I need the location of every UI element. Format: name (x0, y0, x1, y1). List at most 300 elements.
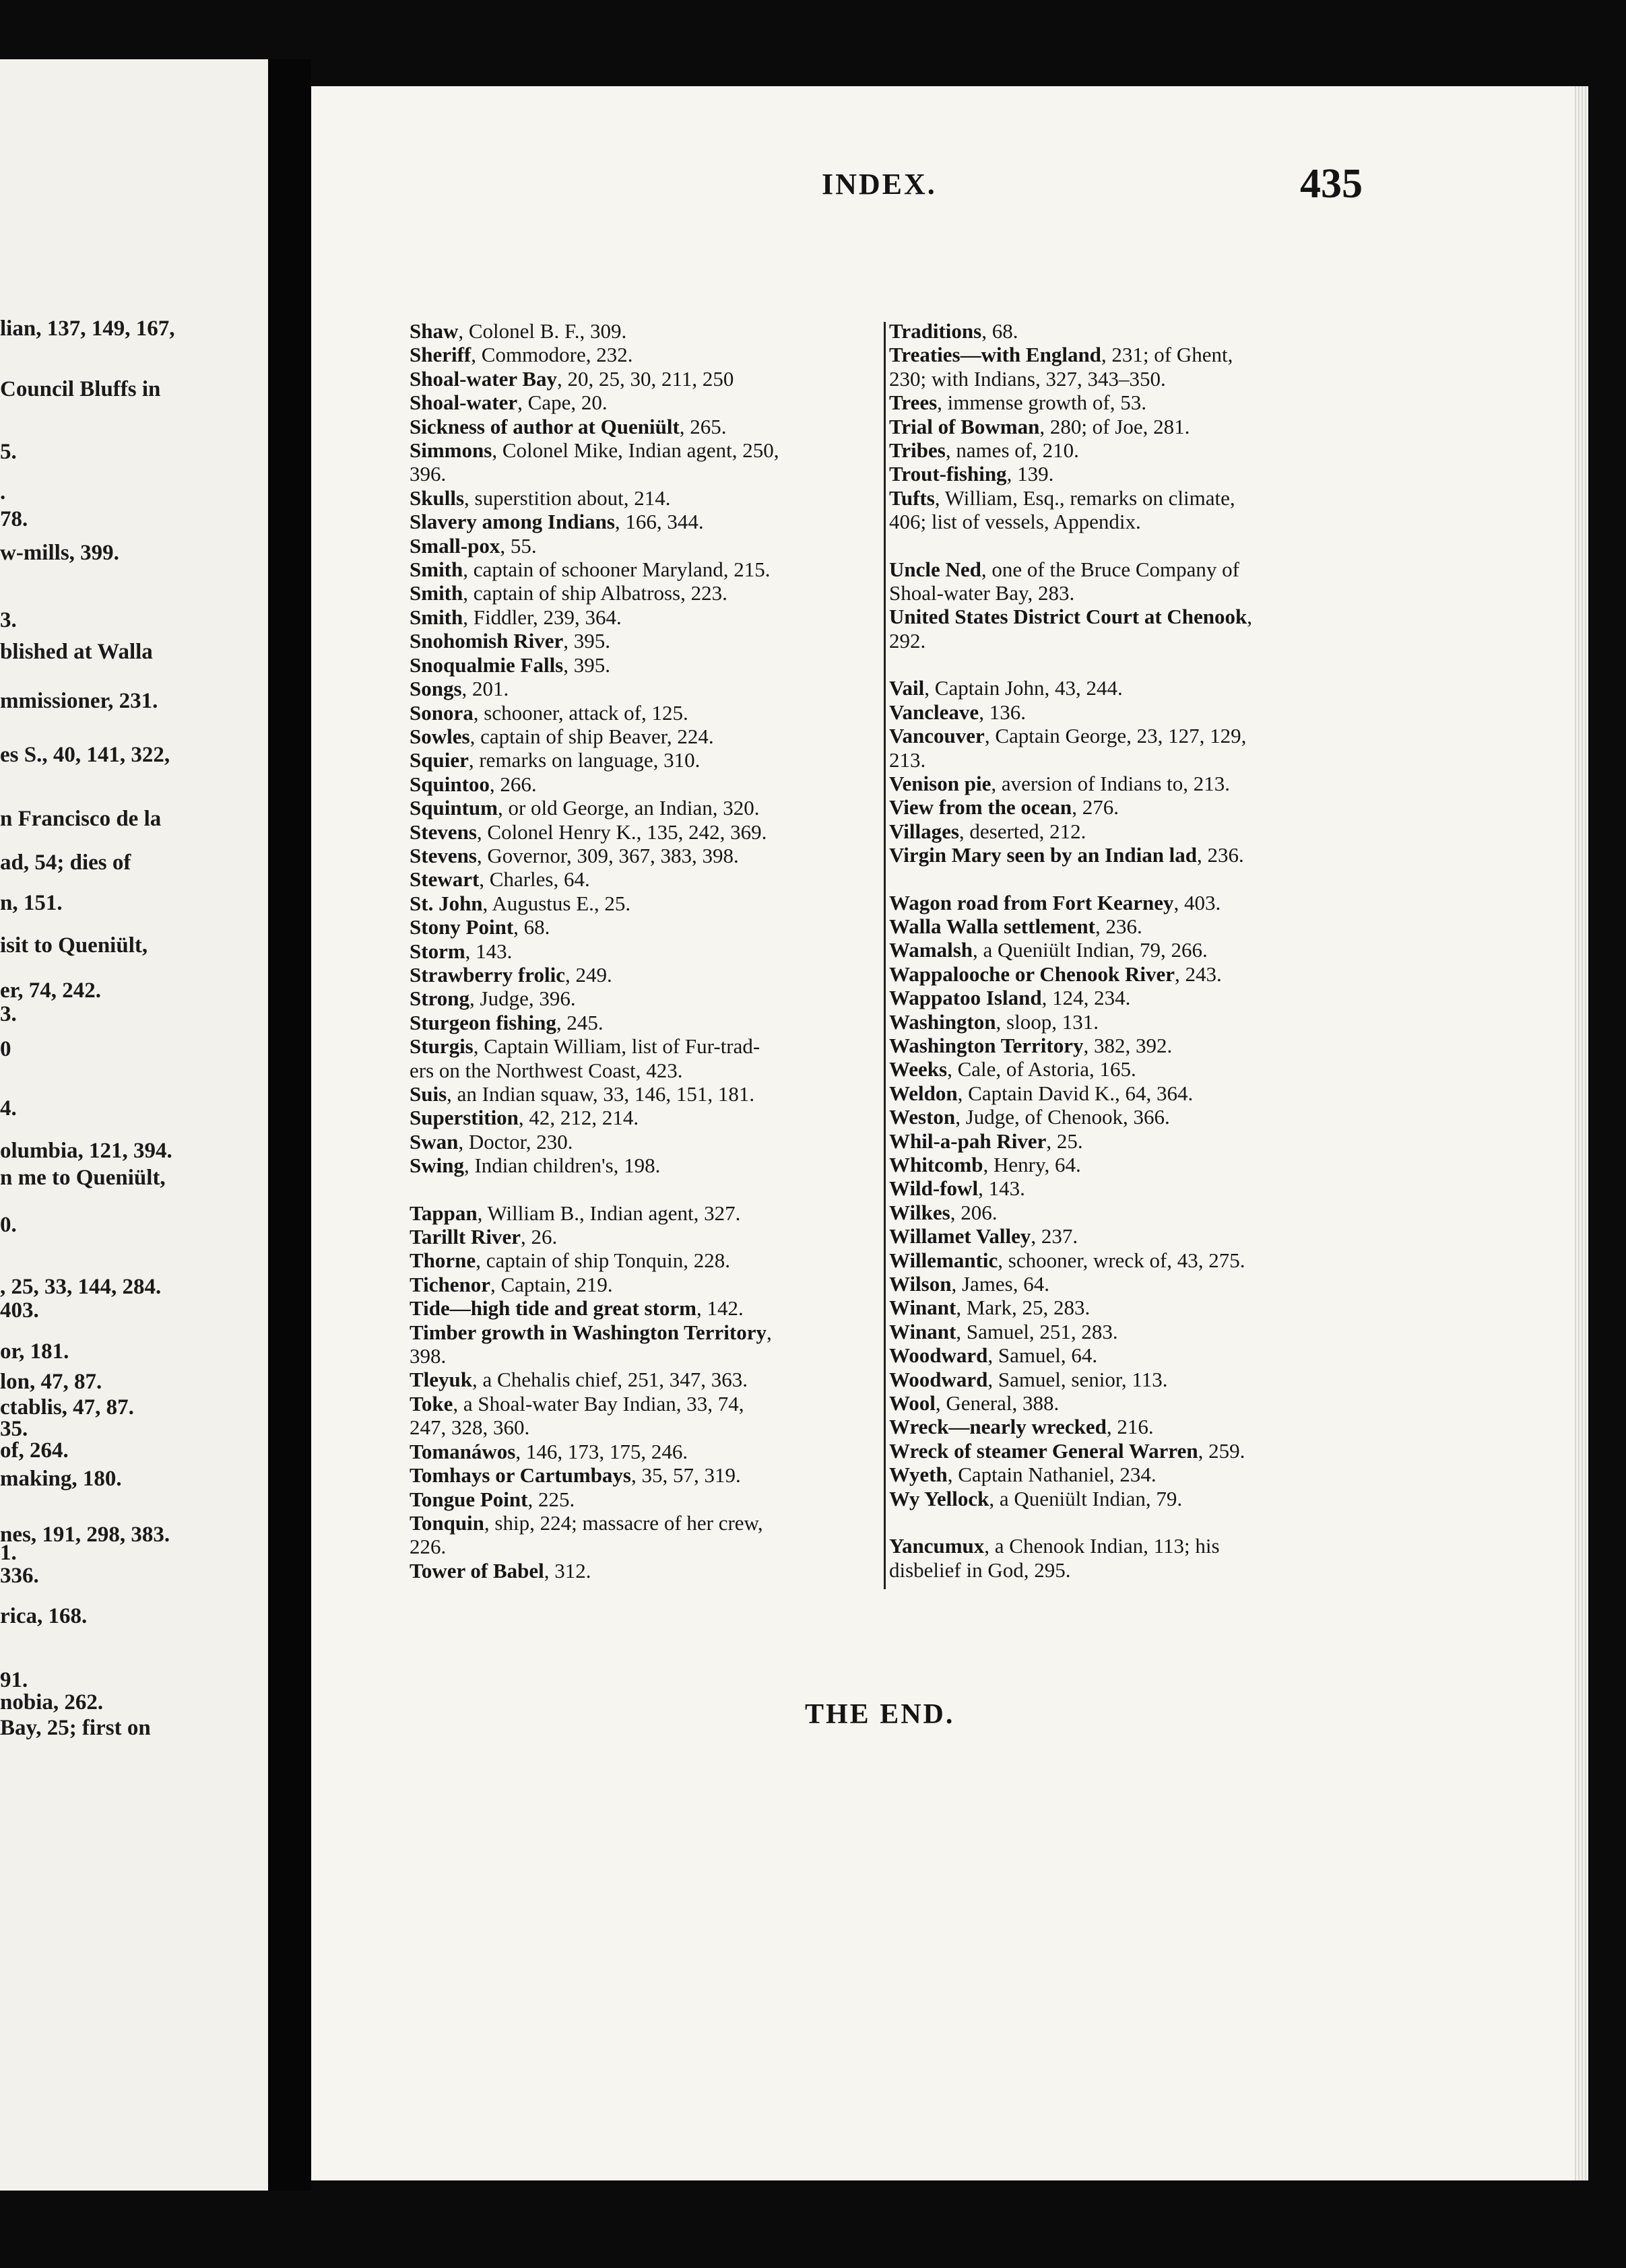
index-entry-line (889, 1033, 1371, 1057)
index-entry-line (889, 391, 1371, 415)
index-entry-line (889, 914, 1371, 938)
index-entry-line (889, 1057, 1371, 1081)
index-entry (410, 867, 888, 891)
index-locators: , 142. (696, 1296, 744, 1321)
index-headword: Wreck of steamer General Warren (889, 1438, 1198, 1463)
index-locators: , names of, 210. (945, 438, 1079, 463)
index-entry (410, 1082, 888, 1106)
index-entry-line (410, 533, 888, 558)
index-entry-line (889, 438, 1371, 463)
previous-page-text-fragment: ad, 54; dies of (0, 850, 131, 875)
previous-page-text-fragment: Bay, 25; first on (0, 1716, 151, 1740)
previous-page-text-fragment: 3. (0, 608, 17, 632)
index-entry-line (410, 319, 888, 343)
index-headword: Willamet Valley (889, 1224, 1031, 1248)
index-entry-line (410, 1201, 888, 1225)
index-entry-line (410, 1082, 888, 1106)
previous-page-text-fragment: 336. (0, 1564, 39, 1588)
previous-page-text-fragment: , 25, 33, 144, 284. (0, 1275, 162, 1299)
index-entry-line (410, 772, 888, 796)
index-entry-line (889, 1391, 1371, 1415)
index-locators: , William, Esq., remarks on climate, (934, 486, 1235, 510)
index-entry (889, 820, 1371, 843)
index-entry-line (410, 414, 888, 438)
index-locators: , aversion of Indians to, 213. (991, 771, 1231, 795)
index-locators: , Captain George, 23, 127, 129, (984, 724, 1247, 748)
index-entry-line: 396. (410, 462, 447, 486)
index-column-right (889, 319, 1371, 1582)
index-locators: , 42, 212, 214. (518, 1106, 639, 1130)
index-entry (889, 486, 1371, 534)
index-entry (410, 796, 888, 820)
index-entry (889, 391, 1371, 414)
index-entry-line (889, 1105, 1371, 1129)
index-headword: Weeks (889, 1057, 948, 1081)
index-headword: Wagon road from Fort Kearney (889, 890, 1174, 914)
index-entry-line (410, 1463, 888, 1488)
index-headword: Thorne (410, 1248, 476, 1273)
index-entry (410, 725, 888, 748)
index-headword: Woodward (889, 1343, 988, 1368)
index-locators: , Cale, of Astoria, 165. (947, 1057, 1136, 1081)
index-locators: , a Queniült Indian, 79. (989, 1486, 1183, 1510)
index-headword: Willemantic (889, 1248, 998, 1272)
index-entry-line (889, 890, 1371, 914)
index-entry (889, 1057, 1371, 1081)
page-edge (1575, 86, 1588, 2180)
index-locators: , or old George, an Indian, 320. (497, 796, 760, 820)
index-headword: Vancleave (889, 700, 979, 724)
index-headword: Shoal-water (410, 391, 518, 415)
index-locators: , (1247, 605, 1253, 629)
index-headword: Smith (410, 558, 463, 582)
index-entry (889, 1534, 1371, 1582)
index-entry (410, 438, 888, 486)
running-head: INDEX. (822, 168, 937, 201)
index-headword: Slavery among Indians (410, 510, 615, 534)
index-entry (410, 1511, 888, 1559)
index-entry (410, 415, 888, 438)
index-entry-line (410, 581, 888, 605)
index-locators: , Colonel Henry K., 135, 242, 369. (476, 820, 767, 844)
index-headword: Sonora (410, 700, 474, 725)
index-entry (889, 1487, 1371, 1510)
index-headword: Whil-a-pah River (889, 1129, 1047, 1153)
index-headword: Uncle Ned (889, 557, 981, 581)
index-entry-line (410, 438, 888, 463)
index-locators: , 280; of Joe, 281. (1039, 414, 1190, 438)
index-locators: , 35, 57, 319. (631, 1463, 741, 1488)
index-headword: Trout-fishing (889, 462, 1007, 486)
index-locators: , Captain, 219. (490, 1272, 613, 1296)
index-headword: Yancumux (889, 1534, 985, 1558)
index-entry (889, 1368, 1371, 1391)
index-entry (410, 629, 888, 653)
index-entry-line (889, 1009, 1371, 1034)
index-entry (889, 772, 1371, 795)
index-locators: , an Indian squaw, 33, 146, 151, 181. (447, 1082, 755, 1106)
index-entry-line (410, 820, 888, 844)
previous-page-text-fragment: 4. (0, 1096, 17, 1121)
index-entry-line (410, 1225, 888, 1249)
index-headword: Tappan (410, 1201, 478, 1225)
previous-page-text-fragment: blished at Walla (0, 640, 153, 664)
index-headword: Smith (410, 605, 463, 629)
index-entry-line (410, 1248, 888, 1273)
index-locators: , a Chenook Indian, 113; his (984, 1534, 1220, 1558)
index-entry (889, 1439, 1371, 1463)
index-headword: Stevens (410, 820, 477, 844)
index-entry-line (410, 867, 888, 892)
index-entry-line (410, 1129, 888, 1154)
index-headword: Wilson (889, 1272, 952, 1296)
index-headword: Villages (889, 819, 959, 843)
index-entry-line (410, 558, 888, 582)
index-locators: , sloop, 131. (996, 1009, 1099, 1034)
index-entry-line (889, 1296, 1371, 1320)
index-locators: , Colonel Mike, Indian agent, 250, (492, 438, 779, 463)
previous-page-text-fragment: rica, 168. (0, 1604, 88, 1628)
index-entry (889, 1296, 1371, 1319)
index-locators: , a Chehalis chief, 251, 347, 363. (472, 1368, 748, 1392)
index-entry (889, 1320, 1371, 1343)
index-entry (410, 1273, 888, 1296)
index-entry-line (410, 1320, 888, 1344)
index-headword: Washington (889, 1009, 996, 1034)
index-entry-line (889, 414, 1371, 438)
index-entry-line (410, 1154, 888, 1178)
index-entry (889, 891, 1371, 914)
previous-page-text-fragment: nobia, 262. (0, 1690, 104, 1714)
index-entry (410, 534, 888, 558)
index-locators: , Governor, 309, 367, 383, 398. (476, 843, 739, 867)
index-headword: Tarillt River (410, 1225, 521, 1249)
index-locators: , Captain David K., 64, 364. (957, 1081, 1194, 1105)
index-entry-line (889, 843, 1371, 867)
index-entry (889, 938, 1371, 962)
previous-page (0, 59, 268, 2191)
index-locators: , 266. (489, 772, 537, 796)
index-locators: , 395. (563, 629, 610, 653)
index-entry (410, 844, 888, 867)
index-locators: , schooner, attack of, 125. (473, 700, 688, 725)
index-headword: Venison pie (889, 771, 991, 795)
index-entry-line (889, 986, 1371, 1010)
previous-page-text-fragment: lon, 47, 87. (0, 1370, 102, 1394)
index-locators: , 136. (979, 700, 1026, 724)
index-entry (889, 962, 1371, 986)
index-entry-line (889, 1224, 1371, 1248)
index-locators: , Charles, 64. (479, 867, 590, 892)
index-entry (889, 1129, 1371, 1153)
index-locators: , 243. (1174, 962, 1222, 986)
index-headword: Wool (889, 1391, 936, 1415)
index-headword: Washington Territory (889, 1033, 1084, 1057)
previous-page-text-fragment: er, 74, 242. (0, 978, 102, 1003)
index-entry-line (410, 653, 888, 677)
index-entry-line (410, 1272, 888, 1296)
index-headword: Songs (410, 677, 462, 701)
index-entry-line: ers on the Northwest Coast, 423. (410, 1058, 683, 1082)
index-locators: , remarks on language, 310. (468, 748, 701, 772)
index-headword: Vail (889, 676, 925, 700)
previous-page-text-fragment: nes, 191, 298, 383. (0, 1523, 170, 1547)
index-headword: Tomanáwos (410, 1439, 516, 1463)
index-locators: , Colonel B. F., 309. (458, 319, 627, 343)
index-locators: , Henry, 64. (983, 1153, 1081, 1176)
index-entry-line (410, 605, 888, 629)
index-entry (889, 319, 1371, 343)
index-entry-line: 213. (889, 747, 926, 772)
index-entry-line (410, 962, 888, 987)
index-entry-line (410, 629, 888, 653)
index-locators: , (766, 1320, 772, 1344)
index-entry (410, 343, 888, 366)
index-locators: , Judge, 396. (469, 987, 576, 1011)
index-entry-line (410, 486, 888, 510)
index-entry-line (889, 1343, 1371, 1368)
previous-page-text-fragment: Council Bluffs in (0, 377, 161, 401)
index-locators: , a Shoal-water Bay Indian, 33, 74, (453, 1391, 744, 1415)
previous-page-text-fragment: 403. (0, 1298, 39, 1323)
index-locators: , William B., Indian agent, 327. (477, 1201, 741, 1225)
index-entry-line (410, 1296, 888, 1321)
index-entry-line (410, 1487, 888, 1511)
index-headword: Tongue Point (410, 1487, 528, 1511)
index-locators: , General, 388. (935, 1391, 1060, 1415)
index-entry-line (410, 366, 888, 391)
index-entry (889, 415, 1371, 438)
index-headword: Stony Point (410, 915, 514, 939)
index-entry (889, 843, 1371, 867)
index-entry (889, 986, 1371, 1009)
index-headword: Wamalsh (889, 938, 973, 962)
index-headword: Wyeth (889, 1463, 948, 1487)
previous-page-text-fragment: 1. (0, 1541, 17, 1565)
index-entry-line (410, 391, 888, 415)
index-entry-line (889, 1367, 1371, 1391)
index-headword: Winant (889, 1319, 956, 1343)
index-entry-line (889, 462, 1371, 486)
index-locators: , Mark, 25, 283. (956, 1296, 1091, 1320)
index-headword: Tribes (889, 438, 946, 463)
index-locators: , captain of ship Albatross, 223. (463, 581, 727, 605)
index-headword: Swan (410, 1129, 459, 1154)
index-locators: , Cape, 20. (517, 391, 608, 415)
index-entry-line (889, 938, 1371, 962)
book-gutter (268, 59, 311, 2191)
index-locators: , 245. (556, 1010, 604, 1034)
index-entry-line (889, 1463, 1371, 1487)
index-locators: , 139. (1006, 462, 1054, 486)
index-headword: Tufts (889, 486, 935, 510)
index-locators: , superstition about, 214. (464, 486, 671, 510)
index-locators: , 68. (981, 319, 1018, 343)
index-headword: Shaw (410, 319, 459, 343)
index-entry (410, 1106, 888, 1129)
index-entry (889, 724, 1371, 772)
index-locators: , 312. (544, 1558, 591, 1582)
index-headword: Wy Yellock (889, 1486, 989, 1510)
index-entry-line (410, 1010, 888, 1034)
index-entry-line (410, 1391, 888, 1415)
index-locators: , Captain Nathaniel, 234. (947, 1463, 1157, 1487)
index-entry-line (410, 1558, 888, 1582)
index-entry-line: 292. (889, 628, 926, 653)
index-headword: Toke (410, 1391, 453, 1415)
index-locators: , 124, 234. (1041, 986, 1131, 1010)
index-entry (889, 605, 1371, 653)
index-entry (889, 795, 1371, 819)
index-headword: Weldon (889, 1081, 958, 1105)
previous-page-text-fragment: ctablis, 47, 87. (0, 1395, 134, 1420)
index-entry-line (889, 1200, 1371, 1224)
index-locators: , Augustus E., 25. (482, 891, 631, 915)
index-headword: Woodward (889, 1367, 988, 1391)
index-entry-line (889, 771, 1371, 795)
index-headword: Treaties—with England (889, 343, 1101, 367)
index-locators: , 143. (465, 939, 513, 963)
index-entry (410, 1296, 888, 1320)
index-entry-line: 226. (410, 1535, 447, 1559)
index-entry-line (410, 1510, 888, 1535)
index-headword: Wappalooche or Chenook River (889, 962, 1175, 986)
index-entry-line (410, 987, 888, 1011)
index-locators: , schooner, wreck of, 43, 275. (998, 1248, 1245, 1272)
index-headword: Walla Walla settlement (889, 914, 1095, 938)
previous-page-text-fragment: es S., 40, 141, 322, (0, 743, 170, 767)
index-entry-line (889, 557, 1371, 581)
index-entry-line (889, 819, 1371, 843)
index-entry (889, 676, 1371, 700)
index-entry (889, 914, 1371, 938)
index-column-left (410, 319, 888, 1582)
index-entry (410, 367, 888, 391)
index-locators: , a Queniült Indian, 79, 266. (973, 938, 1208, 962)
index-headword: Stewart (410, 867, 480, 892)
index-entry-line (889, 676, 1371, 700)
index-locators: , 206. (950, 1200, 998, 1224)
index-entry (889, 700, 1371, 724)
index-entry-line (889, 1534, 1371, 1558)
index-entry (410, 1559, 888, 1582)
index-entry (410, 892, 888, 915)
index-entry (889, 1010, 1371, 1034)
index-entry (889, 1415, 1371, 1438)
index-locators: , 26. (521, 1225, 558, 1249)
previous-page-text-fragment: 78. (0, 507, 28, 531)
index-headword: Traditions (889, 319, 982, 343)
index-entry-line (889, 962, 1371, 986)
previous-page-text-fragment: n me to Queniült, (0, 1166, 166, 1190)
index-locators: , 276. (1072, 795, 1119, 820)
index-entry (889, 1224, 1371, 1248)
index-entry-line: Shoal-water Bay, 283. (889, 581, 1075, 605)
index-locators: , Fiddler, 239, 364. (463, 605, 622, 629)
index-headword: Trial of Bowman (889, 414, 1040, 438)
index-locators: , ship, 224; massacre of her crew, (484, 1510, 763, 1535)
index-locators: , Captain William, list of Fur-trad- (473, 1034, 760, 1059)
index-locators: , Indian children's, 198. (463, 1154, 661, 1178)
index-locators: , 55. (500, 533, 537, 558)
index-locators: , immense growth of, 53. (937, 391, 1146, 415)
index-headword: Strawberry frolic (410, 962, 565, 987)
index-entry (410, 1154, 888, 1177)
index-entry-line (889, 795, 1371, 820)
index-headword: Snohomish River (410, 629, 564, 653)
index-locators: , 201. (461, 677, 509, 701)
index-entry (889, 462, 1371, 486)
index-locators: , 166, 344. (614, 510, 704, 534)
previous-page-text-fragment: 3. (0, 1002, 17, 1026)
index-headword: Timber growth in Washington Territory (410, 1320, 767, 1344)
index-locators: , 68. (513, 915, 550, 939)
index-entry (410, 319, 888, 343)
index-entry (410, 510, 888, 533)
index-entry-line (889, 1319, 1371, 1343)
index-entry-line (889, 1272, 1371, 1296)
index-entry (410, 1392, 888, 1440)
index-entry (889, 1105, 1371, 1129)
index-locators: , 143. (978, 1176, 1025, 1201)
index-headword: Virgin Mary seen by an Indian lad (889, 843, 1198, 867)
index-headword: Wappatoo Island (889, 986, 1042, 1010)
index-headword: Wreck—nearly wrecked (889, 1415, 1107, 1439)
index-headword: Storm (410, 939, 465, 963)
index-locators: , 237. (1031, 1224, 1078, 1248)
index-entry-line (889, 1438, 1371, 1463)
index-entry (889, 1034, 1371, 1057)
index-headword: Squier (410, 748, 469, 772)
index-entry (410, 748, 888, 772)
index-entry-line (889, 605, 1371, 629)
index-locators: , James, 64. (951, 1272, 1049, 1296)
index-entry-line (889, 1248, 1371, 1272)
index-headword: Wilkes (889, 1200, 950, 1224)
index-entry (410, 677, 888, 700)
index-entry (410, 391, 888, 414)
previous-page-text-fragment: n, 151. (0, 891, 63, 915)
index-locators: , 249. (565, 962, 612, 987)
index-headword: Tower of Babel (410, 1558, 544, 1582)
index-entry-line (410, 939, 888, 963)
index-entry-line (889, 1486, 1371, 1510)
index-entry (410, 1201, 888, 1225)
index-locators: , 225. (527, 1487, 575, 1511)
index-headword: Sowles (410, 724, 470, 748)
index-entry-line (410, 724, 888, 748)
previous-page-text-fragment: w-mills, 399. (0, 541, 119, 565)
index-entry (410, 1440, 888, 1463)
index-entry (410, 605, 888, 629)
index-entry (410, 1321, 888, 1368)
index-entry-line (889, 700, 1371, 724)
index-headword: Skulls (410, 486, 465, 510)
index-entry (410, 1488, 888, 1511)
index-headword: Tide—high tide and great storm (410, 1296, 696, 1321)
index-headword: Swing (410, 1154, 464, 1178)
index-entry-line (410, 510, 888, 534)
index-headword: Squintum (410, 796, 498, 820)
index-headword: Sheriff (410, 343, 471, 367)
index-locators: , 382, 392. (1083, 1033, 1173, 1057)
index-locators: , Samuel, senior, 113. (987, 1367, 1168, 1391)
index-locators: , captain of ship Tonquin, 228. (476, 1248, 731, 1273)
index-entry-line (889, 343, 1371, 367)
index-headword: Tonquin (410, 1510, 484, 1535)
index-entry (410, 1225, 888, 1248)
index-entry-line (410, 1106, 888, 1130)
